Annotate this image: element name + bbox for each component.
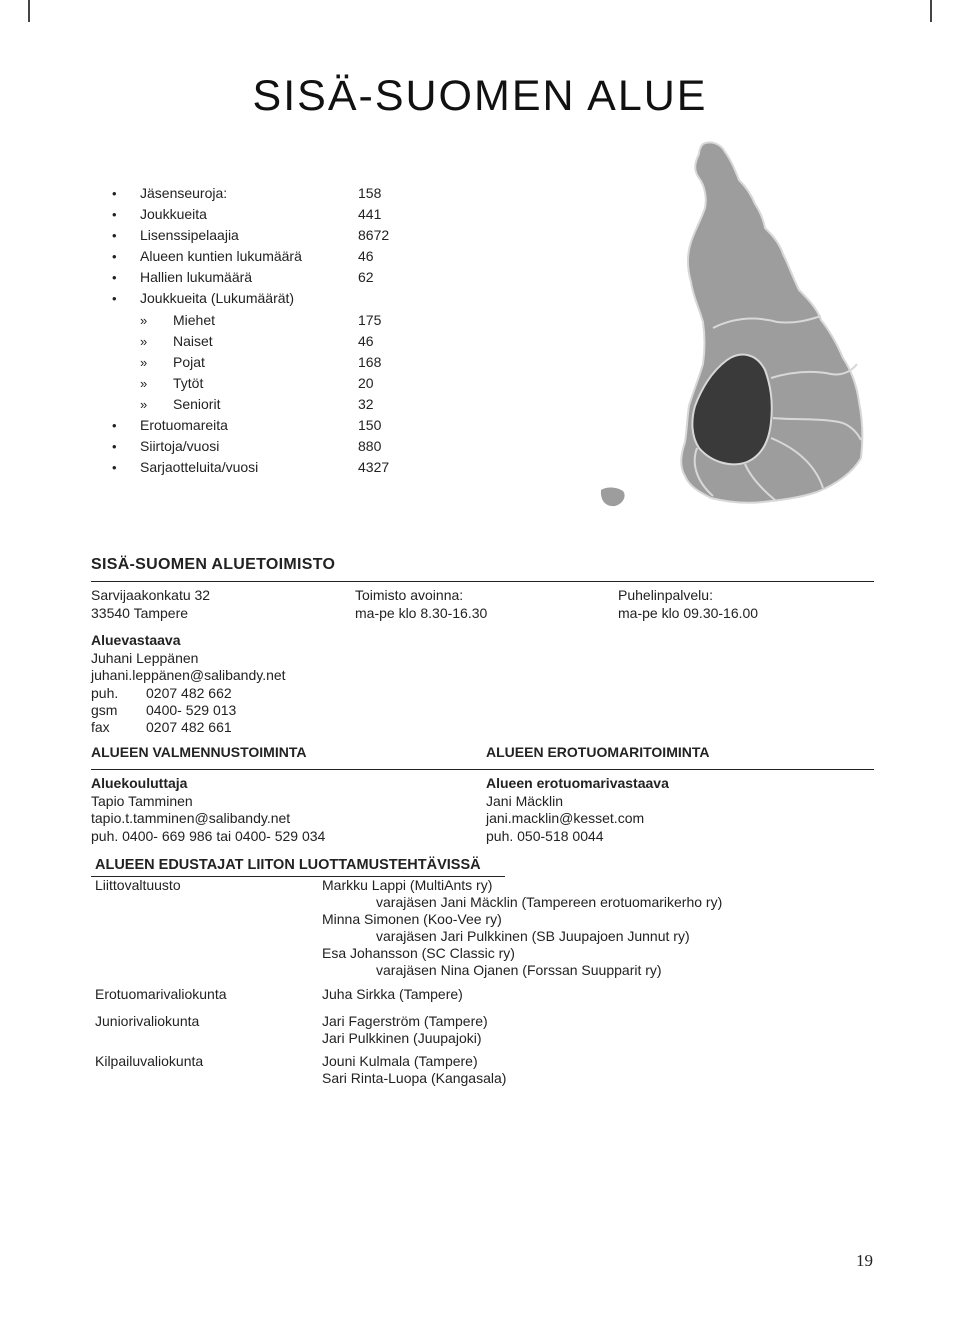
erotuomari-role: Alueen erotuomarivastaava [486, 775, 669, 791]
stat-value: 880 [358, 438, 382, 455]
erotuomari-name: Jani Mäcklin [486, 792, 564, 809]
stat-row [112, 204, 442, 225]
committee-label: Juniorivaliokunta [95, 1013, 200, 1029]
aluevastaava-email[interactable]: juhani.leppänen@salibandy.net [91, 667, 286, 683]
committee-label: Liittovaltuusto [95, 877, 181, 893]
aluevastaava-contacts [91, 685, 286, 737]
stat-value: 150 [358, 417, 382, 434]
stat-row [112, 373, 442, 394]
contact-number: 0207 482 661 [146, 719, 232, 736]
stat-label: Joukkueita [140, 206, 207, 223]
finland-region-map [595, 138, 875, 518]
deputy-member: varajäsen Jani Mäcklin (Tampereen erotuomarikerho ry) [376, 894, 723, 910]
valmennus-section-title: ALUEEN VALMENNUSTOIMINTA [91, 744, 307, 760]
committee-member: Sari Rinta-Luopa (Kangasala) [322, 1070, 507, 1086]
region-statistics-list [112, 183, 442, 478]
contact-type: puh. [91, 684, 119, 701]
committee-member: Markku Lappi (MultiAnts ry) [322, 877, 493, 893]
erotuomari-section-title: ALUEEN EROTUOMARITOIMINTA [486, 744, 710, 760]
stat-row [112, 246, 442, 267]
aluevastaava-heading: Aluevastaava [91, 632, 181, 648]
stat-label: Miehet [173, 311, 216, 328]
office-hours [355, 587, 487, 622]
stat-label: Tytöt [173, 374, 204, 391]
stat-row [112, 457, 442, 478]
aland-islands [601, 487, 625, 506]
sub-bullet-icon: » [140, 312, 148, 328]
bullet-icon: • [112, 249, 117, 265]
page-number: 19 [856, 1251, 873, 1270]
sub-bullet-icon: » [140, 396, 148, 412]
committee-member: Minna Simonen (Koo-Vee ry) [322, 911, 502, 927]
stat-label: Jäsenseuroja: [140, 185, 228, 201]
crop-mark-top-right [930, 0, 932, 22]
office-hours-label: Toimisto avoinna: [355, 587, 464, 603]
deputy-member: varajäsen Nina Ojanen (Forssan Suupparit ry) [376, 962, 662, 978]
phone-service-label: Puhelinpalvelu: [618, 587, 713, 603]
stat-value: 168 [358, 353, 382, 370]
stat-label: Sarjaotteluita/vuosi [140, 459, 259, 476]
office-address [91, 587, 210, 622]
office-street: Sarvijaakonkatu 32 [91, 587, 211, 603]
contact-row [91, 702, 286, 719]
stat-label: Hallien lukumäärä [140, 269, 253, 286]
erotuomari-email[interactable]: jani.macklin@kesset.com [486, 810, 645, 826]
contact-row [91, 719, 286, 736]
committee-member: Jari Fagerström (Tampere) [322, 1013, 488, 1029]
page-title: SISÄ-SUOMEN ALUE [252, 72, 708, 120]
stat-label: Seniorit [173, 395, 221, 412]
bullet-icon: • [112, 186, 117, 201]
office-postal: 33540 Tampere [91, 604, 189, 621]
contact-type: gsm [91, 701, 118, 718]
contact-number: 0207 482 662 [146, 684, 232, 701]
sub-bullet-icon: » [140, 333, 148, 349]
aluevastaava-block [91, 632, 286, 736]
bullet-icon: • [112, 291, 117, 307]
stat-value: 175 [358, 311, 382, 328]
stat-value: 441 [358, 206, 382, 223]
erotuomari-block [486, 775, 669, 845]
section-divider [91, 769, 874, 770]
bullet-icon: • [112, 207, 117, 223]
valmennus-role: Aluekouluttaja [91, 775, 188, 791]
erotuomari-phone: puh. 050-518 0044 [486, 827, 604, 844]
valmennus-email[interactable]: tapio.t.tamminen@salibandy.net [91, 810, 291, 826]
bullet-icon: • [112, 228, 117, 244]
committee-member: Jouni Kulmala (Tampere) [322, 1053, 478, 1069]
phone-service-value: ma-pe klo 09.30-16.00 [618, 604, 759, 621]
stat-label: Naiset [173, 332, 213, 349]
stat-value: 20 [358, 374, 374, 391]
aluevastaava-name: Juhani Leppänen [91, 649, 199, 666]
stat-label: Pojat [173, 353, 205, 370]
bullet-icon: • [112, 460, 117, 476]
valmennus-block [91, 775, 325, 845]
stat-row [112, 352, 442, 373]
committee-member: Esa Johansson (SC Classic ry) [322, 945, 515, 961]
sub-bullet-icon: » [140, 354, 148, 370]
bullet-icon: • [112, 270, 117, 286]
valmennus-phone: puh. 0400- 669 986 tai 0400- 529 034 [91, 827, 326, 844]
deputy-member: varajäsen Jari Pulkkinen (SB Juupajoen Junnut ry) [376, 928, 690, 944]
stat-row [112, 310, 442, 331]
stat-value: 62 [358, 269, 374, 286]
stat-label: Lisenssipelaajia [140, 227, 239, 244]
office-divider [91, 581, 874, 582]
stat-row [112, 394, 442, 415]
representatives-section-title: ALUEEN EDUSTAJAT LIITON LUOTTAMUSTEHTÄVISSÄ [95, 857, 481, 873]
stat-row [112, 183, 442, 204]
bullet-icon: • [112, 439, 117, 455]
stat-label: Siirtoja/vuosi [140, 438, 220, 455]
stat-label: Erotuomareita [140, 417, 228, 434]
crop-mark-top-left [28, 0, 30, 22]
committee-label: Kilpailuvaliokunta [95, 1053, 204, 1069]
stat-row [112, 415, 442, 436]
office-hours-value: ma-pe klo 8.30-16.30 [355, 604, 488, 621]
stat-row [112, 288, 442, 309]
stat-value: 32 [358, 395, 374, 412]
stat-row [112, 331, 442, 352]
office-title: SISÄ-SUOMEN ALUETOIMISTO [91, 556, 336, 573]
bullet-icon: • [112, 418, 117, 434]
stat-value: 46 [358, 248, 374, 265]
stat-label: Alueen kuntien lukumäärä [140, 248, 302, 265]
stat-row [112, 267, 442, 288]
stat-value: 4327 [358, 459, 390, 476]
stat-row [112, 436, 442, 457]
committee-label: Erotuomarivaliokunta [95, 986, 227, 1002]
valmennus-name: Tapio Tamminen [91, 792, 193, 809]
stat-value: 158 [358, 185, 382, 201]
stat-label: Joukkueita (Lukumäärät) [140, 290, 295, 307]
phone-service [618, 587, 758, 622]
contact-row [91, 685, 286, 702]
committee-member: Juha Sirkka (Tampere) [322, 986, 463, 1002]
stat-value: 8672 [358, 227, 390, 244]
stat-row [112, 225, 442, 246]
stat-value: 46 [358, 332, 374, 349]
contact-number: 0400- 529 013 [146, 701, 237, 718]
sub-bullet-icon: » [140, 375, 148, 391]
committee-member: Jari Pulkkinen (Juupajoki) [322, 1030, 482, 1046]
contact-type: fax [91, 719, 110, 736]
